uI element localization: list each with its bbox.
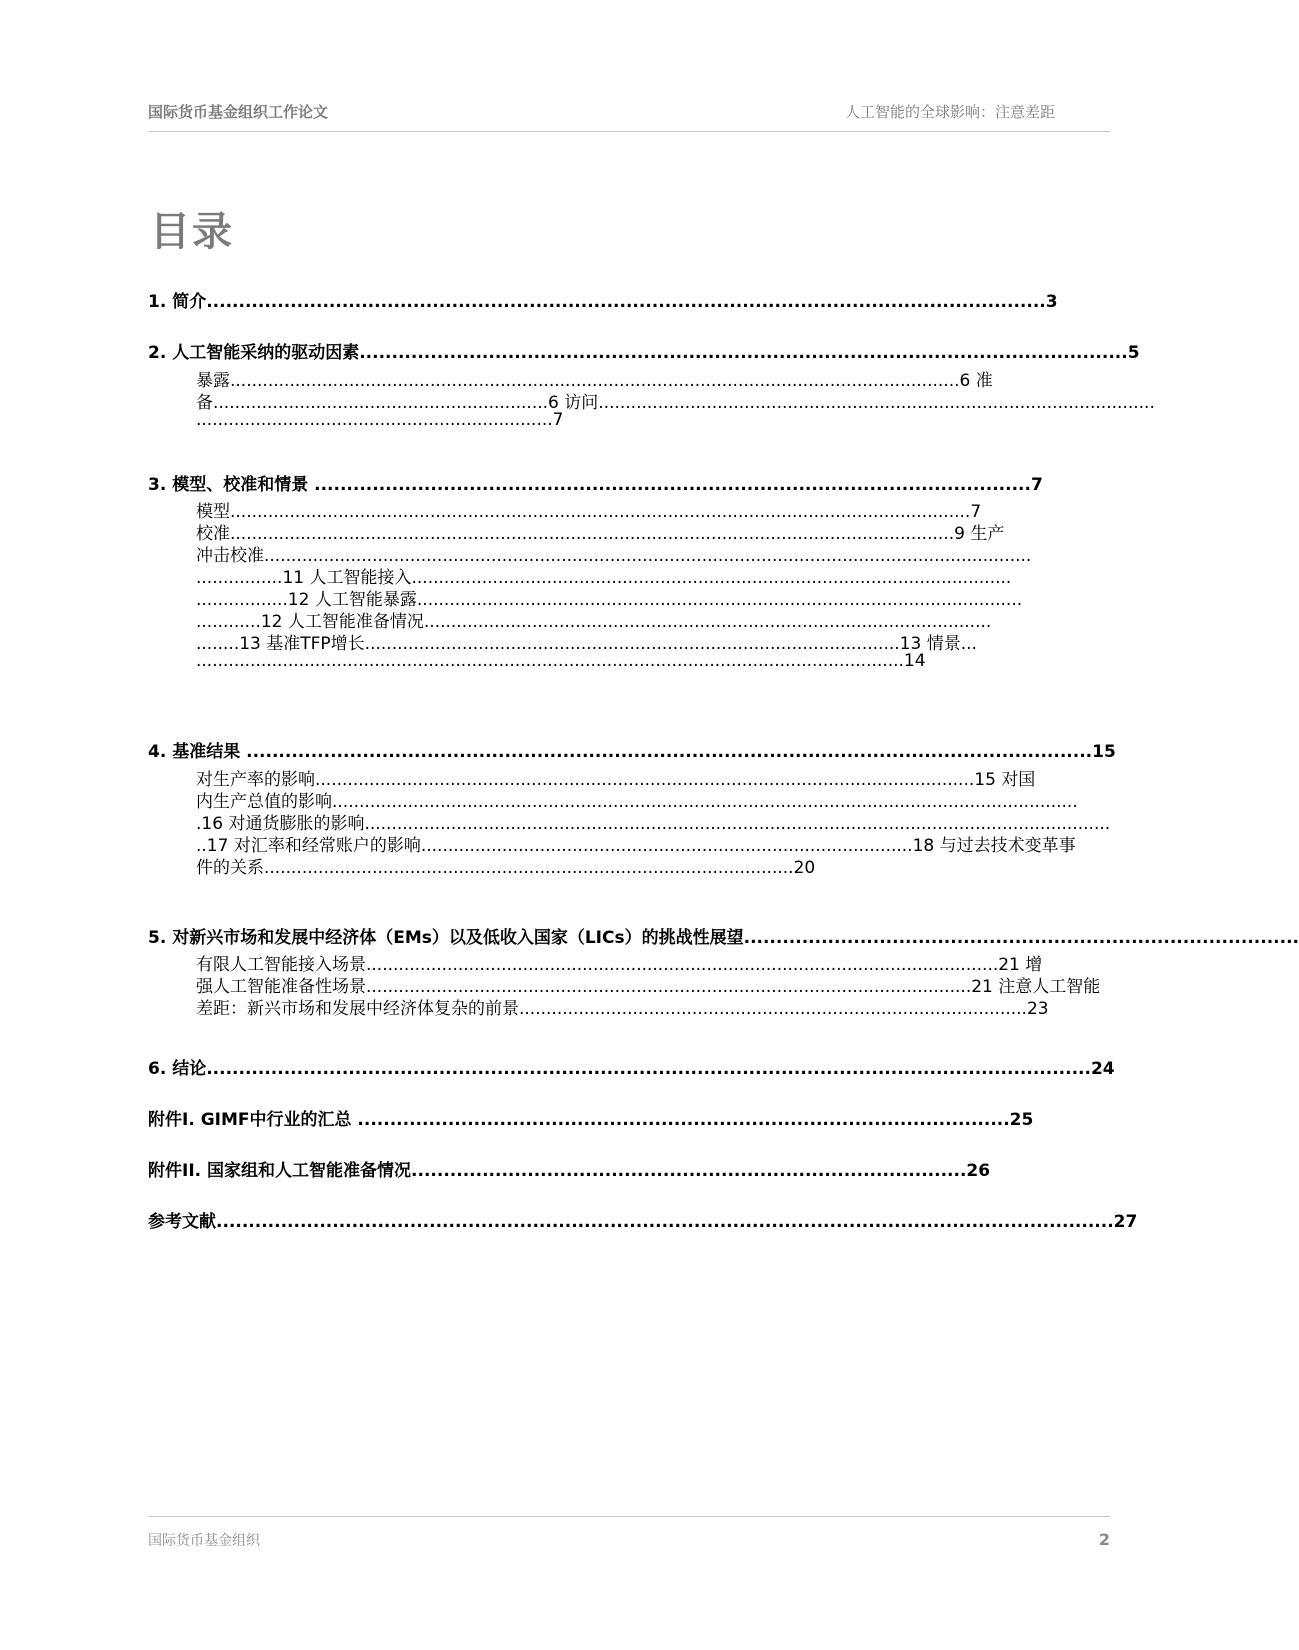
header-divider — [148, 131, 1110, 132]
toc-subentry[interactable]: 有限人工智能接入场景.....................................................................................................................21 增 — [196, 955, 1043, 975]
toc-entry-annex-1[interactable]: 附件I. GIMF中行业的汇总 .....................................................................................................25 — [148, 1110, 1034, 1130]
toc-subentry[interactable]: 冲击校准.............................................................................................................................................. — [196, 546, 1032, 566]
toc-subentry[interactable]: 强人工智能准备性场景................................................................................................................21 注意人工智能 — [196, 977, 1101, 997]
toc-subentry[interactable]: ..17 对汇率和经常账户的影响...........................................................................................18 与过去技术变革事 — [196, 836, 1076, 856]
toc-subentry[interactable]: 内生产总值的影响.......................................................................................................................................... — [196, 792, 1078, 812]
footer-divider — [148, 1516, 1110, 1517]
toc-entry-model-calibration-scenarios[interactable]: 3. 模型、校准和情景 ...............................................................................................................7 — [148, 475, 1043, 495]
toc-subentry[interactable]: 件的关系..................................................................................................20 — [196, 858, 816, 878]
toc-subentry[interactable]: 暴露.......................................................................................................................................6 准 — [196, 371, 993, 391]
toc-entry-annex-2[interactable]: 附件II. 国家组和人工智能准备情况......................................................................................26 — [148, 1161, 991, 1181]
toc-subentry[interactable]: 对生产率的影响..........................................................................................................................15 对国 — [196, 770, 1036, 790]
toc-subentry[interactable]: ...................................................................................................................................14 — [196, 651, 926, 671]
page-number: 2 — [1098, 1530, 1110, 1549]
header-paper-title: 人工智能的全球影响：注意差距 — [844, 103, 1055, 121]
toc-subentry[interactable]: .................12 人工智能暴露................................................................................................................ — [196, 590, 1023, 610]
toc-subentry[interactable]: ..................................................................7 — [196, 410, 564, 430]
toc-subentry[interactable]: .16 对通货膨胀的影响.......................................................................................................................................... — [196, 814, 1111, 834]
toc-subentry[interactable]: 模型.........................................................................................................................................7 — [196, 502, 982, 522]
toc-entry-emerging-markets-outlook[interactable]: 5. 对新兴市场和发展中经济体（EMs）以及低收入国家（LICs）的挑战性展望...................................................................................... — [148, 928, 1299, 948]
toc-title: 目录 — [150, 209, 234, 255]
toc-subentry[interactable]: 校准......................................................................................................................................9 生产 — [196, 524, 1005, 544]
toc-subentry[interactable]: ................11 人工智能接入............................................................................................................... — [196, 568, 1012, 588]
toc-entry-conclusion[interactable]: 6. 结论.........................................................................................................................................24 — [148, 1059, 1115, 1079]
toc-entry-ai-adoption-drivers[interactable]: 2. 人工智能采纳的驱动因素.......................................................................................................................5 — [148, 343, 1140, 363]
footer-organization: 国际货币基金组织 — [148, 1533, 260, 1549]
toc-subentry[interactable]: 差距：新兴市场和发展中经济体复杂的前景..............................................................................................23 — [196, 999, 1049, 1019]
toc-subentry[interactable]: ........13 基准TFP增长...................................................................................................13 情景... — [196, 634, 977, 654]
toc-subentry[interactable]: ............12 人工智能准备情况......................................................................................................... — [196, 612, 992, 632]
toc-subentry[interactable]: 备..............................................................6 访问....................................................................................................... — [196, 393, 1155, 413]
toc-entry-references[interactable]: 参考文献...........................................................................................................................................27 — [148, 1212, 1138, 1232]
toc-entry-baseline-results[interactable]: 4. 基准结果 ...................................................................................................................................15 — [148, 742, 1116, 762]
toc-entry-introduction[interactable]: 1. 简介..................................................................................................................................3 — [148, 292, 1058, 312]
header-paper-series: 国际货币基金组织工作论文 — [148, 103, 329, 121]
